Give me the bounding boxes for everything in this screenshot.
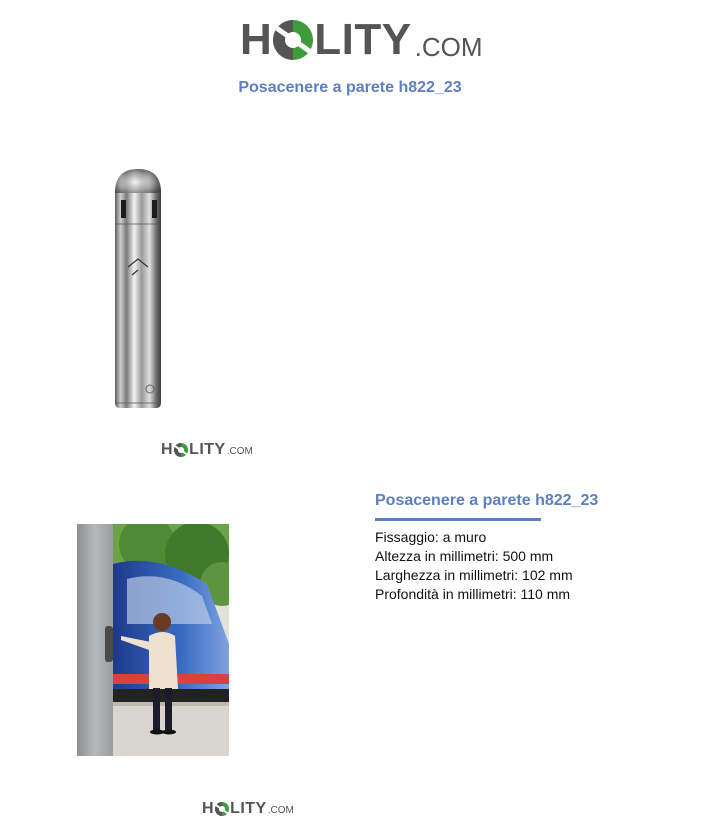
logo-tld: .COM bbox=[414, 32, 483, 62]
logo-word: LITY bbox=[314, 15, 412, 64]
logo-word: LITY bbox=[230, 800, 267, 817]
spec-divider bbox=[375, 518, 541, 521]
logo-tld: .COM bbox=[267, 805, 294, 816]
logo-o-icon bbox=[174, 443, 188, 457]
spec-title: Posacenere a parete h822_23 bbox=[375, 492, 599, 509]
logo-letter-h: H bbox=[161, 441, 174, 458]
ashtray-product-image bbox=[112, 167, 164, 411]
spec-item-fissaggio: Fissaggio: a muro bbox=[375, 529, 487, 545]
logo-o-icon bbox=[273, 20, 313, 60]
spec-item-profondita: Profondità in millimetri: 110 mm bbox=[375, 586, 571, 602]
spec-item-altezza: Altezza in millimetri: 500 mm bbox=[375, 548, 554, 564]
logo-tld: .COM bbox=[226, 446, 253, 457]
logo-word: LITY bbox=[189, 441, 226, 458]
logo-letter-h: H bbox=[240, 15, 273, 64]
page-title: Posacenere a parete h822_23 bbox=[238, 79, 462, 96]
holity-logo-small bbox=[161, 440, 253, 458]
holity-logo[interactable] bbox=[240, 14, 483, 62]
spec-list bbox=[375, 528, 573, 604]
logo-o-icon bbox=[215, 802, 229, 816]
logo-letter-h: H bbox=[202, 800, 215, 817]
spec-item-larghezza: Larghezza in millimetri: 102 mm bbox=[375, 567, 573, 583]
product-in-use-photo bbox=[77, 524, 229, 756]
holity-logo-small bbox=[202, 799, 294, 817]
